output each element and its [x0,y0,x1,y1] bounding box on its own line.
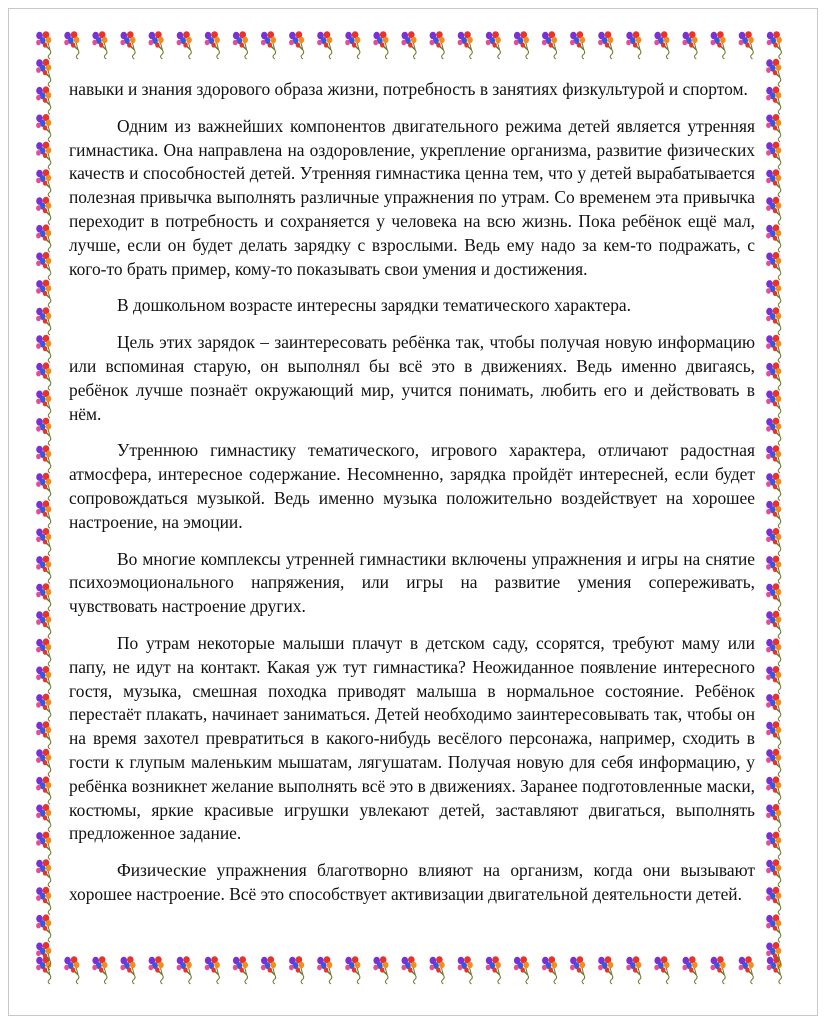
document-body [69,78,755,920]
paragraph: Одним из важнейших компонентов двигательного режима детей является утренняя гимнастика. Она направлена на оздоровление, укрепление организма, развитие физических качеств и способностей детей. Утренняя гимнастика ценна тем, что у детей вырабатывается полезная привычка выполнять различные упражнения по утрам. Со временем эта привычка переходит в потребность и сохраняется у человека на всю жизнь. Пока ребёнок ещё мал, лучше, если он будет делать зарядку с взрослыми. Ведь ему надо за кем-то подражать, с кого-то брать пример, кому-то показывать свои умения и достижения. [69,115,755,279]
paragraph: Во многие комплексы утренней гимнастики включены упражнения и игры на снятие психоэмоционального напряжения, или игры на развитие умения сопереживать, чувствовать настроение других. [69,548,755,617]
paragraph: Физические упражнения благотворно влияют на организм, когда они вызывают хорошее настроение. Всё это способствует активизации двигательной деятельности детей. [69,860,755,904]
paragraph: навыки и знания здорового образа жизни, потребность в занятиях физкультурой и спортом. [69,79,748,99]
paragraph: Утреннюю гимнастику тематического, игрового характера, отличают радостная атмосфера, интересное содержание. Несомненно, зарядка пройдёт интересней, если будет сопровождаться музыкой. Ведь именно музыка положительно воздействует на хорошее настроение, на эмоции. [69,440,755,532]
paragraph: Цель этих зарядок – заинтересовать ребёнка так, чтобы получая новую информацию или вспоминая старую, он выполнял бы всё это в движениях. Ведь именно двигаясь, ребёнок лучше познаёт окружающий мир, учится понимать, любить его и действовать в нём. [69,332,755,424]
paragraph: В дошкольном возрасте интересны зарядки тематического характера. [117,295,631,316]
paragraph: По утрам некоторые малыши плачут в детском саду, ссорятся, требуют маму или папу, не идут на контакт. Какая уж тут гимнастика? Неожиданное появление интересного гостя, музыка, смешная походка приводят малыша в нормальное состояние. Ребёнок перестаёт плакать, начинает заниматься. Детей необходимо заинтересовывать так, чтобы он на время захотел превратиться в какого-нибудь весёлого персонажа, например, сходить в гости к глупым маленьким мышатам, лягушатам. Получая новую для себя информацию, у ребёнка возникнет желание выполнять всё это в движениях. Заранее подготовленные маски, костюмы, яркие красивые игрушки увлекают детей, заставляют двигаться, выполнять предложенное задание. [69,632,755,844]
